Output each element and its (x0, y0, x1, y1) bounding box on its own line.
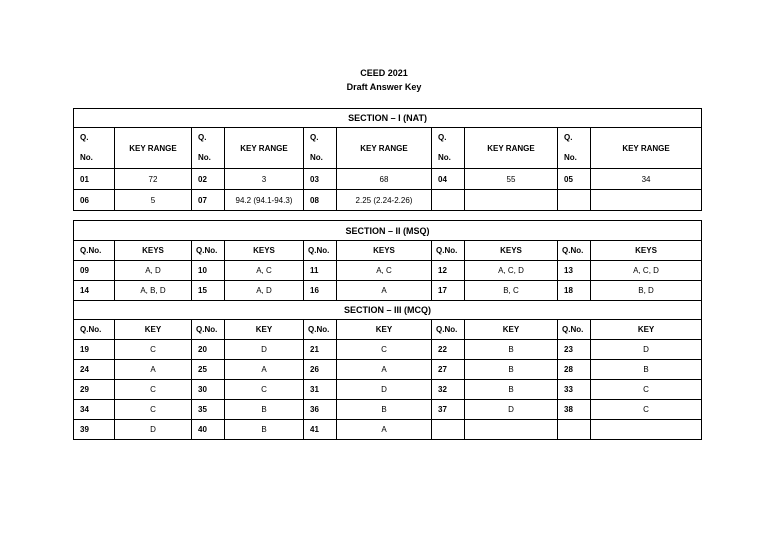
key-header: KEY (225, 320, 304, 340)
document-subtitle: Draft Answer Key (346, 82, 422, 92)
q-no-header: Q. No. (74, 128, 115, 169)
key-range-header: KEY RANGE (115, 128, 192, 169)
question-number: 03 (304, 169, 337, 190)
answer-key: C (591, 380, 702, 400)
question-number: 15 (192, 281, 225, 301)
answer-key: 68 (337, 169, 432, 190)
question-number (432, 190, 465, 211)
question-number: 20 (192, 340, 225, 360)
table-row (74, 261, 702, 281)
answer-key: C (115, 400, 192, 420)
answer-key: D (591, 340, 702, 360)
question-number: 33 (558, 380, 591, 400)
answer-key: C (337, 340, 432, 360)
question-number: 41 (304, 420, 337, 440)
q-no-header: Q.No. (304, 320, 337, 340)
answer-key: B, D (591, 281, 702, 301)
answer-key: B (591, 360, 702, 380)
key-range-header: KEY RANGE (337, 128, 432, 169)
answer-key: D (225, 340, 304, 360)
question-number: 24 (74, 360, 115, 380)
question-number: 14 (74, 281, 115, 301)
key-header: KEY (591, 320, 702, 340)
question-number: 09 (74, 261, 115, 281)
question-number: 11 (304, 261, 337, 281)
answer-key: C (225, 380, 304, 400)
answer-key: 72 (115, 169, 192, 190)
answer-key: 55 (465, 169, 558, 190)
table-row (74, 380, 702, 400)
answer-key: B (465, 380, 558, 400)
question-number: 17 (432, 281, 465, 301)
keys-header: KEYS (337, 241, 432, 261)
question-number (432, 420, 465, 440)
answer-key (465, 420, 558, 440)
question-number: 39 (74, 420, 115, 440)
q-no-header: Q.No. (304, 241, 337, 261)
answer-key: 3 (225, 169, 304, 190)
answer-key: B (465, 360, 558, 380)
question-number: 18 (558, 281, 591, 301)
answer-key: C (115, 380, 192, 400)
question-number: 01 (74, 169, 115, 190)
keys-header: KEYS (225, 241, 304, 261)
nat-header-row (74, 128, 702, 169)
answer-key: B, C (465, 281, 558, 301)
answer-key: A, D (115, 261, 192, 281)
answer-key: A, C, D (591, 261, 702, 281)
table-row (74, 169, 702, 190)
question-number: 26 (304, 360, 337, 380)
keys-header: KEYS (465, 241, 558, 261)
q-no-header: Q.No. (192, 241, 225, 261)
key-range-header: KEY RANGE (465, 128, 558, 169)
question-number: 40 (192, 420, 225, 440)
question-number: 27 (432, 360, 465, 380)
question-number: 05 (558, 169, 591, 190)
section-title-msq: SECTION – II (MSQ) (74, 221, 702, 241)
q-no-header: Q. No. (558, 128, 591, 169)
q-no-header: Q.No. (74, 241, 115, 261)
key-header: KEY (337, 320, 432, 340)
question-number: 23 (558, 340, 591, 360)
key-header: KEY (115, 320, 192, 340)
answer-key: A (337, 281, 432, 301)
question-number (558, 190, 591, 211)
answer-key (591, 420, 702, 440)
q-no-header: Q.No. (432, 320, 465, 340)
question-number: 34 (74, 400, 115, 420)
answer-key: 5 (115, 190, 192, 211)
table-row (74, 340, 702, 360)
answer-key: D (337, 380, 432, 400)
document-title: CEED 2021 (360, 68, 408, 78)
answer-key: B (225, 420, 304, 440)
q-no-header: Q.No. (192, 320, 225, 340)
q-no-header: Q. No. (432, 128, 465, 169)
answer-key: B (337, 400, 432, 420)
answer-key: A, C (337, 261, 432, 281)
question-number: 32 (432, 380, 465, 400)
section-title-nat: SECTION – I (NAT) (74, 109, 702, 128)
msq-header-row (74, 241, 702, 261)
q-no-header: Q. No. (304, 128, 337, 169)
question-number: 28 (558, 360, 591, 380)
q-no-header: Q.No. (558, 320, 591, 340)
question-number: 37 (432, 400, 465, 420)
question-number: 29 (74, 380, 115, 400)
answer-key: D (115, 420, 192, 440)
question-number: 38 (558, 400, 591, 420)
question-number: 13 (558, 261, 591, 281)
answer-key: D (465, 400, 558, 420)
table-row (74, 420, 702, 440)
table-row (74, 400, 702, 420)
answer-key: 2.25 (2.24-2.26) (337, 190, 432, 211)
table-row (74, 281, 702, 301)
question-number: 25 (192, 360, 225, 380)
answer-key: A (225, 360, 304, 380)
question-number: 31 (304, 380, 337, 400)
question-number: 07 (192, 190, 225, 211)
question-number: 10 (192, 261, 225, 281)
answer-key: 94.2 (94.1-94.3) (225, 190, 304, 211)
question-number: 36 (304, 400, 337, 420)
keys-header: KEYS (591, 241, 702, 261)
question-number: 22 (432, 340, 465, 360)
q-no-header: Q.No. (432, 241, 465, 261)
q-no-header: Q.No. (558, 241, 591, 261)
q-no-header: Q. No. (192, 128, 225, 169)
question-number: 16 (304, 281, 337, 301)
answer-key: A, B, D (115, 281, 192, 301)
answer-key: A, D (225, 281, 304, 301)
question-number: 35 (192, 400, 225, 420)
answer-key: C (115, 340, 192, 360)
answer-key: A, C, D (465, 261, 558, 281)
question-number: 21 (304, 340, 337, 360)
nat-answer-table (73, 108, 702, 211)
section-title-mcq: SECTION – III (MCQ) (74, 301, 702, 320)
question-number: 06 (74, 190, 115, 211)
answer-key: A (337, 420, 432, 440)
keys-header: KEYS (115, 241, 192, 261)
answer-key: 34 (591, 169, 702, 190)
q-no-header: Q.No. (74, 320, 115, 340)
answer-key: A (337, 360, 432, 380)
question-number: 12 (432, 261, 465, 281)
answer-key: A (115, 360, 192, 380)
question-number: 08 (304, 190, 337, 211)
answer-key: C (591, 400, 702, 420)
question-number: 30 (192, 380, 225, 400)
key-header: KEY (465, 320, 558, 340)
question-number: 02 (192, 169, 225, 190)
question-number (558, 420, 591, 440)
table-row (74, 360, 702, 380)
question-number: 19 (74, 340, 115, 360)
answer-key: A, C (225, 261, 304, 281)
answer-key (465, 190, 558, 211)
answer-key (591, 190, 702, 211)
msq-mcq-answer-table (73, 220, 702, 440)
answer-key: B (465, 340, 558, 360)
answer-key: B (225, 400, 304, 420)
key-range-header: KEY RANGE (225, 128, 304, 169)
key-range-header: KEY RANGE (591, 128, 702, 169)
table-row (74, 190, 702, 211)
question-number: 04 (432, 169, 465, 190)
mcq-header-row (74, 320, 702, 340)
